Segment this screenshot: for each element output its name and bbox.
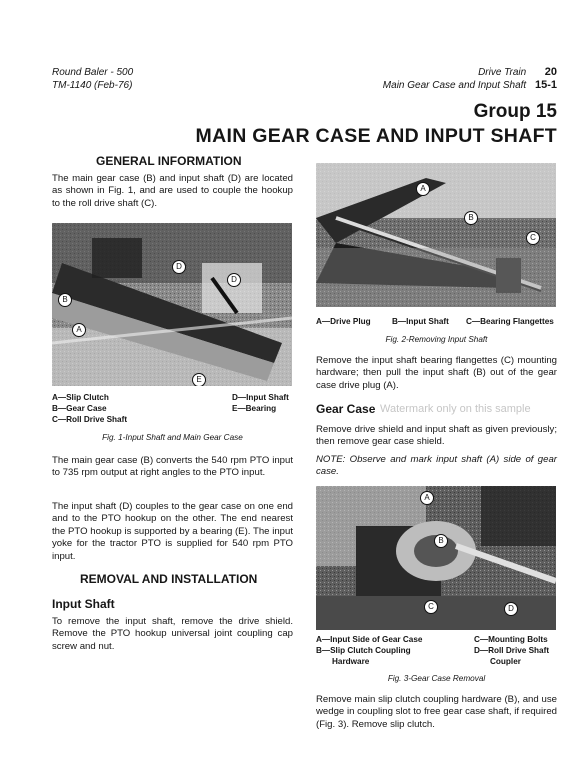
input-shaft-heading: Input Shaft [52,597,115,611]
legend-roll-drive-shaft-coupler: D—Roll Drive Shaft [474,646,550,655]
legend-bearing: E—Bearing [232,404,277,413]
figure-1-caption: Fig. 1-Input Shaft and Main Gear Case [102,433,243,442]
figure-1-legend-left [52,392,127,425]
figure-1-callout-a: A [72,323,86,337]
figure-3-callout-b: B [434,534,448,548]
figure-2-callout-b: B [464,211,478,225]
figure-2-legend-c: C—Bearing Flangettes [466,317,554,326]
paragraph-remove-input-shaft: Remove the input shaft bearing flangettes (C) mounting hardware; then pull the input shaft (B) out of the gear case drive plug (A). [316,355,557,391]
paragraph-input-shaft: To remove the input shaft, remove the drive shield. Remove the PTO hookup universal joint coupling cap screw and nut. [52,616,293,652]
paragraph-remove-slip-clutch: Remove main slip clutch coupling hardware (B), and use wedge in coupling slot to free gear case shaft, if required (Fig. 3). Remove slip clutch. [316,694,557,730]
figure-1-callout-b: B [58,293,72,307]
figure-3-callout-d: D [504,602,518,616]
figure-3-photo [316,486,556,630]
legend-input-shaft: D—Input Shaft [232,393,289,402]
legend-roll-drive-shaft: C—Roll Drive Shaft [52,415,128,424]
paragraph-general-2: The main gear case (B) converts the 540 rpm PTO input to 735 rpm output at right angles to the PTO input. [52,455,293,479]
legend-roll-drive-shaft-coupler-cont: Coupler [490,657,521,666]
note-mark-input-shaft: NOTE: Observe and mark input shaft (A) side of gear case. [316,454,557,478]
legend-input-side: A—Input Side of Gear Case [316,635,423,644]
figure-2-photo [316,163,556,307]
header-manual-title: Round Baler - 500 [52,67,134,78]
figure-2-callout-a: A [416,182,430,196]
figure-2-legend-a: A—Drive Plug [316,317,371,326]
figure-3-caption: Fig. 3-Gear Case Removal [387,674,486,683]
figure-3-legend-left [316,634,422,667]
legend-slip-clutch-coupling: B—Slip Clutch Coupling [316,646,411,655]
header-page-number: 20 [544,66,557,78]
paragraph-general-1: The main gear case (B) and input shaft (D) are located as shown in Fig. 1, and are used to couple the hookup to the roll drive shaft (C). [52,173,293,209]
figure-2-legend-b: B—Input Shaft [392,317,449,326]
removal-installation-heading: REMOVAL AND INSTALLATION [80,572,258,586]
header-right [383,66,557,92]
figure-1-callout-e: E [192,373,206,386]
figure-1-callout-d2: D [227,273,241,287]
legend-gear-case: B—Gear Case [52,404,107,413]
figure-1-photo [52,223,292,386]
gear-case-heading: Gear Case [316,402,376,416]
figure-3-callout-c: C [424,600,438,614]
header-subsection-name: Main Gear Case and Input Shaft [382,80,527,91]
figure-1-legend-right [232,392,289,414]
general-information-heading: GENERAL INFORMATION [96,154,242,168]
group-title: Group 15 [473,101,557,122]
header-section-number: 15-1 [534,79,557,91]
figure-3-callout-a: A [420,491,434,505]
sample-watermark: Watermark only on this sample [380,403,531,415]
paragraph-general-3: The input shaft (D) couples to the gear case on one end and to the PTO hookup on the other. The end nearest the PTO hookup is supported by a bearing (E). The input yoke for the tractor PTO is supplied for 540 rpm PTO input. [52,501,293,562]
legend-slip-clutch: A—Slip Clutch [52,393,109,402]
page-title: MAIN GEAR CASE AND INPUT SHAFT [195,125,557,147]
figure-2-caption: Fig. 2-Removing Input Shaft [385,335,488,344]
header-section-name: Drive Train [478,67,527,78]
paragraph-gear-case: Remove drive shield and input shaft as given previously; then remove gear case shield. [316,424,557,448]
figure-2-callout-c: C [526,231,540,245]
header-left [52,66,133,92]
figure-1-callout-d: D [172,260,186,274]
legend-mounting-bolts: C—Mounting Bolts [474,635,548,644]
figure-3-legend-right [474,634,549,667]
legend-slip-clutch-coupling-cont: Hardware [332,657,370,666]
header-manual-code: TM-1140 (Feb-76) [52,80,133,91]
